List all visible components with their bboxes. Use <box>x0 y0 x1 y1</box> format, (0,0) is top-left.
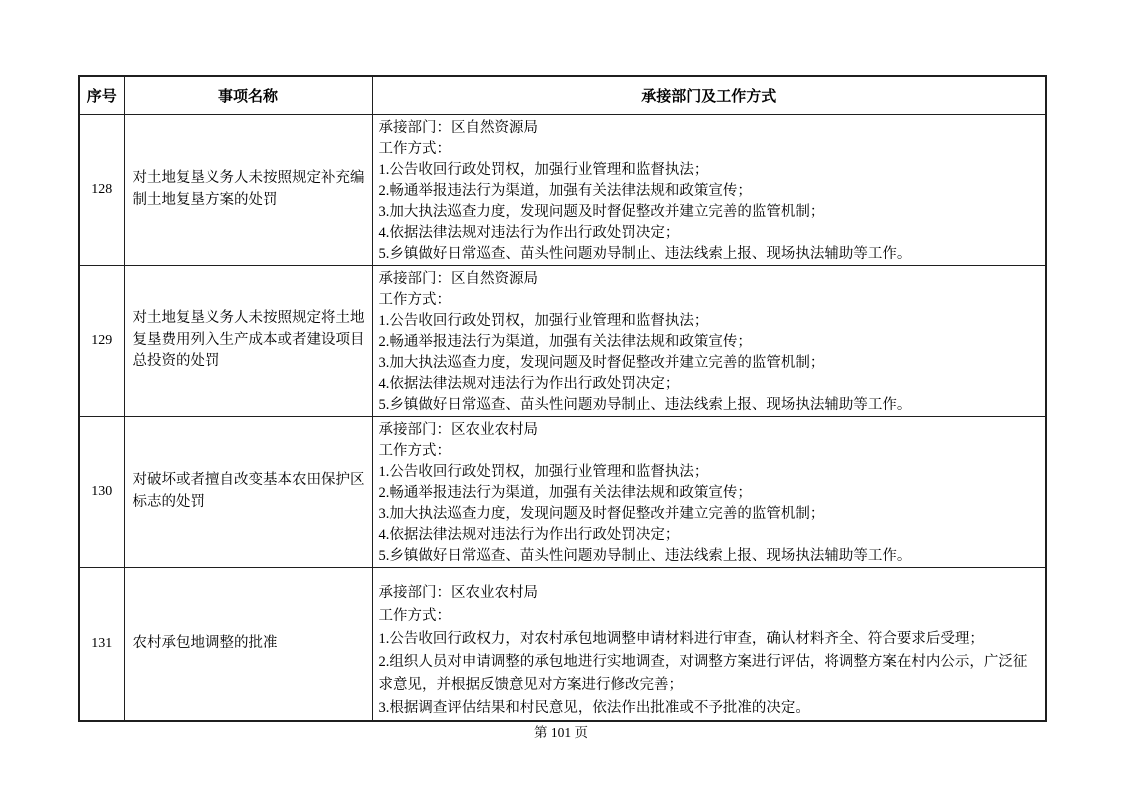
detail-line: 3.加大执法巡查力度，发现问题及时督促整改并建立完善的监管机制； <box>378 203 825 220</box>
table-row <box>79 416 1046 567</box>
item-name: 对土地复垦义务人未按照规定将土地复垦费用列入生产成本或者建设项目总投资的处罚 <box>124 265 372 416</box>
row-detail <box>372 265 1046 416</box>
detail-line: 工作方式： <box>378 291 451 308</box>
col-header-serial: 序号 <box>79 76 124 114</box>
detail-line: 承接部门：区农业农村局 <box>378 584 538 601</box>
detail-line: 3.加大执法巡查力度，发现问题及时督促整改并建立完善的监管机制； <box>378 505 825 522</box>
table-row <box>79 265 1046 416</box>
detail-line: 承接部门：区自然资源局 <box>378 270 538 287</box>
row-serial: 128 <box>79 114 124 265</box>
col-header-department-method: 承接部门及工作方式 <box>372 76 1046 114</box>
page-number: 第 101 页 <box>534 725 588 740</box>
detail-line: 1.公告收回行政处罚权，加强行业管理和监督执法； <box>378 312 709 329</box>
item-name: 农村承包地调整的批准 <box>124 567 372 721</box>
detail-line: 2.畅通举报违法行为渠道，加强有关法律法规和政策宣传； <box>378 484 752 501</box>
detail-line: 3.根据调查评估结果和村民意见，依法作出批准或不予批准的决定。 <box>378 699 810 716</box>
item-name: 对土地复垦义务人未按照规定补充编制土地复垦方案的处罚 <box>124 114 372 265</box>
table-header-row <box>79 76 1046 114</box>
detail-line: 4.依据法律法规对违法行为作出行政处罚决定； <box>378 224 680 241</box>
detail-line: 5.乡镇做好日常巡查、苗头性问题劝导制止、违法线索上报、现场执法辅助等工作。 <box>378 396 912 413</box>
table-row <box>79 114 1046 265</box>
row-serial: 130 <box>79 416 124 567</box>
detail-line: 2.组织人员对申请调整的承包地进行实地调查，对调整方案进行评估，将调整方案在村内公示，广泛征求意见，并根据反馈意见对方案进行修改完善； <box>378 653 1028 693</box>
table-row <box>79 567 1046 721</box>
detail-line: 承接部门：区农业农村局 <box>378 421 538 438</box>
detail-line: 承接部门：区自然资源局 <box>378 119 538 136</box>
detail-line: 2.畅通举报违法行为渠道，加强有关法律法规和政策宣传； <box>378 333 752 350</box>
item-name: 对破坏或者擅自改变基本农田保护区标志的处罚 <box>124 416 372 567</box>
detail-line: 工作方式： <box>378 607 451 624</box>
row-serial: 131 <box>79 567 124 721</box>
row-serial: 129 <box>79 265 124 416</box>
detail-line: 3.加大执法巡查力度，发现问题及时督促整改并建立完善的监管机制； <box>378 354 825 371</box>
detail-line: 5.乡镇做好日常巡查、苗头性问题劝导制止、违法线索上报、现场执法辅助等工作。 <box>378 245 912 262</box>
detail-line: 2.畅通举报违法行为渠道，加强有关法律法规和政策宣传； <box>378 182 752 199</box>
row-detail <box>372 114 1046 265</box>
detail-line: 4.依据法律法规对违法行为作出行政处罚决定； <box>378 526 680 543</box>
detail-line: 工作方式： <box>378 140 451 157</box>
col-header-item-name: 事项名称 <box>124 76 372 114</box>
detail-line: 1.公告收回行政处罚权，加强行业管理和监督执法； <box>378 463 709 480</box>
matters-table <box>78 75 1047 722</box>
row-detail <box>372 416 1046 567</box>
detail-line: 1.公告收回行政处罚权，加强行业管理和监督执法； <box>378 161 709 178</box>
detail-line: 4.依据法律法规对违法行为作出行政处罚决定； <box>378 375 680 392</box>
detail-line: 工作方式： <box>378 442 451 459</box>
detail-line: 1.公告收回行政权力，对农村承包地调整申请材料进行审查，确认材料齐全、符合要求后受理； <box>378 630 984 647</box>
detail-line: 5.乡镇做好日常巡查、苗头性问题劝导制止、违法线索上报、现场执法辅助等工作。 <box>378 547 912 564</box>
row-detail <box>372 567 1046 721</box>
